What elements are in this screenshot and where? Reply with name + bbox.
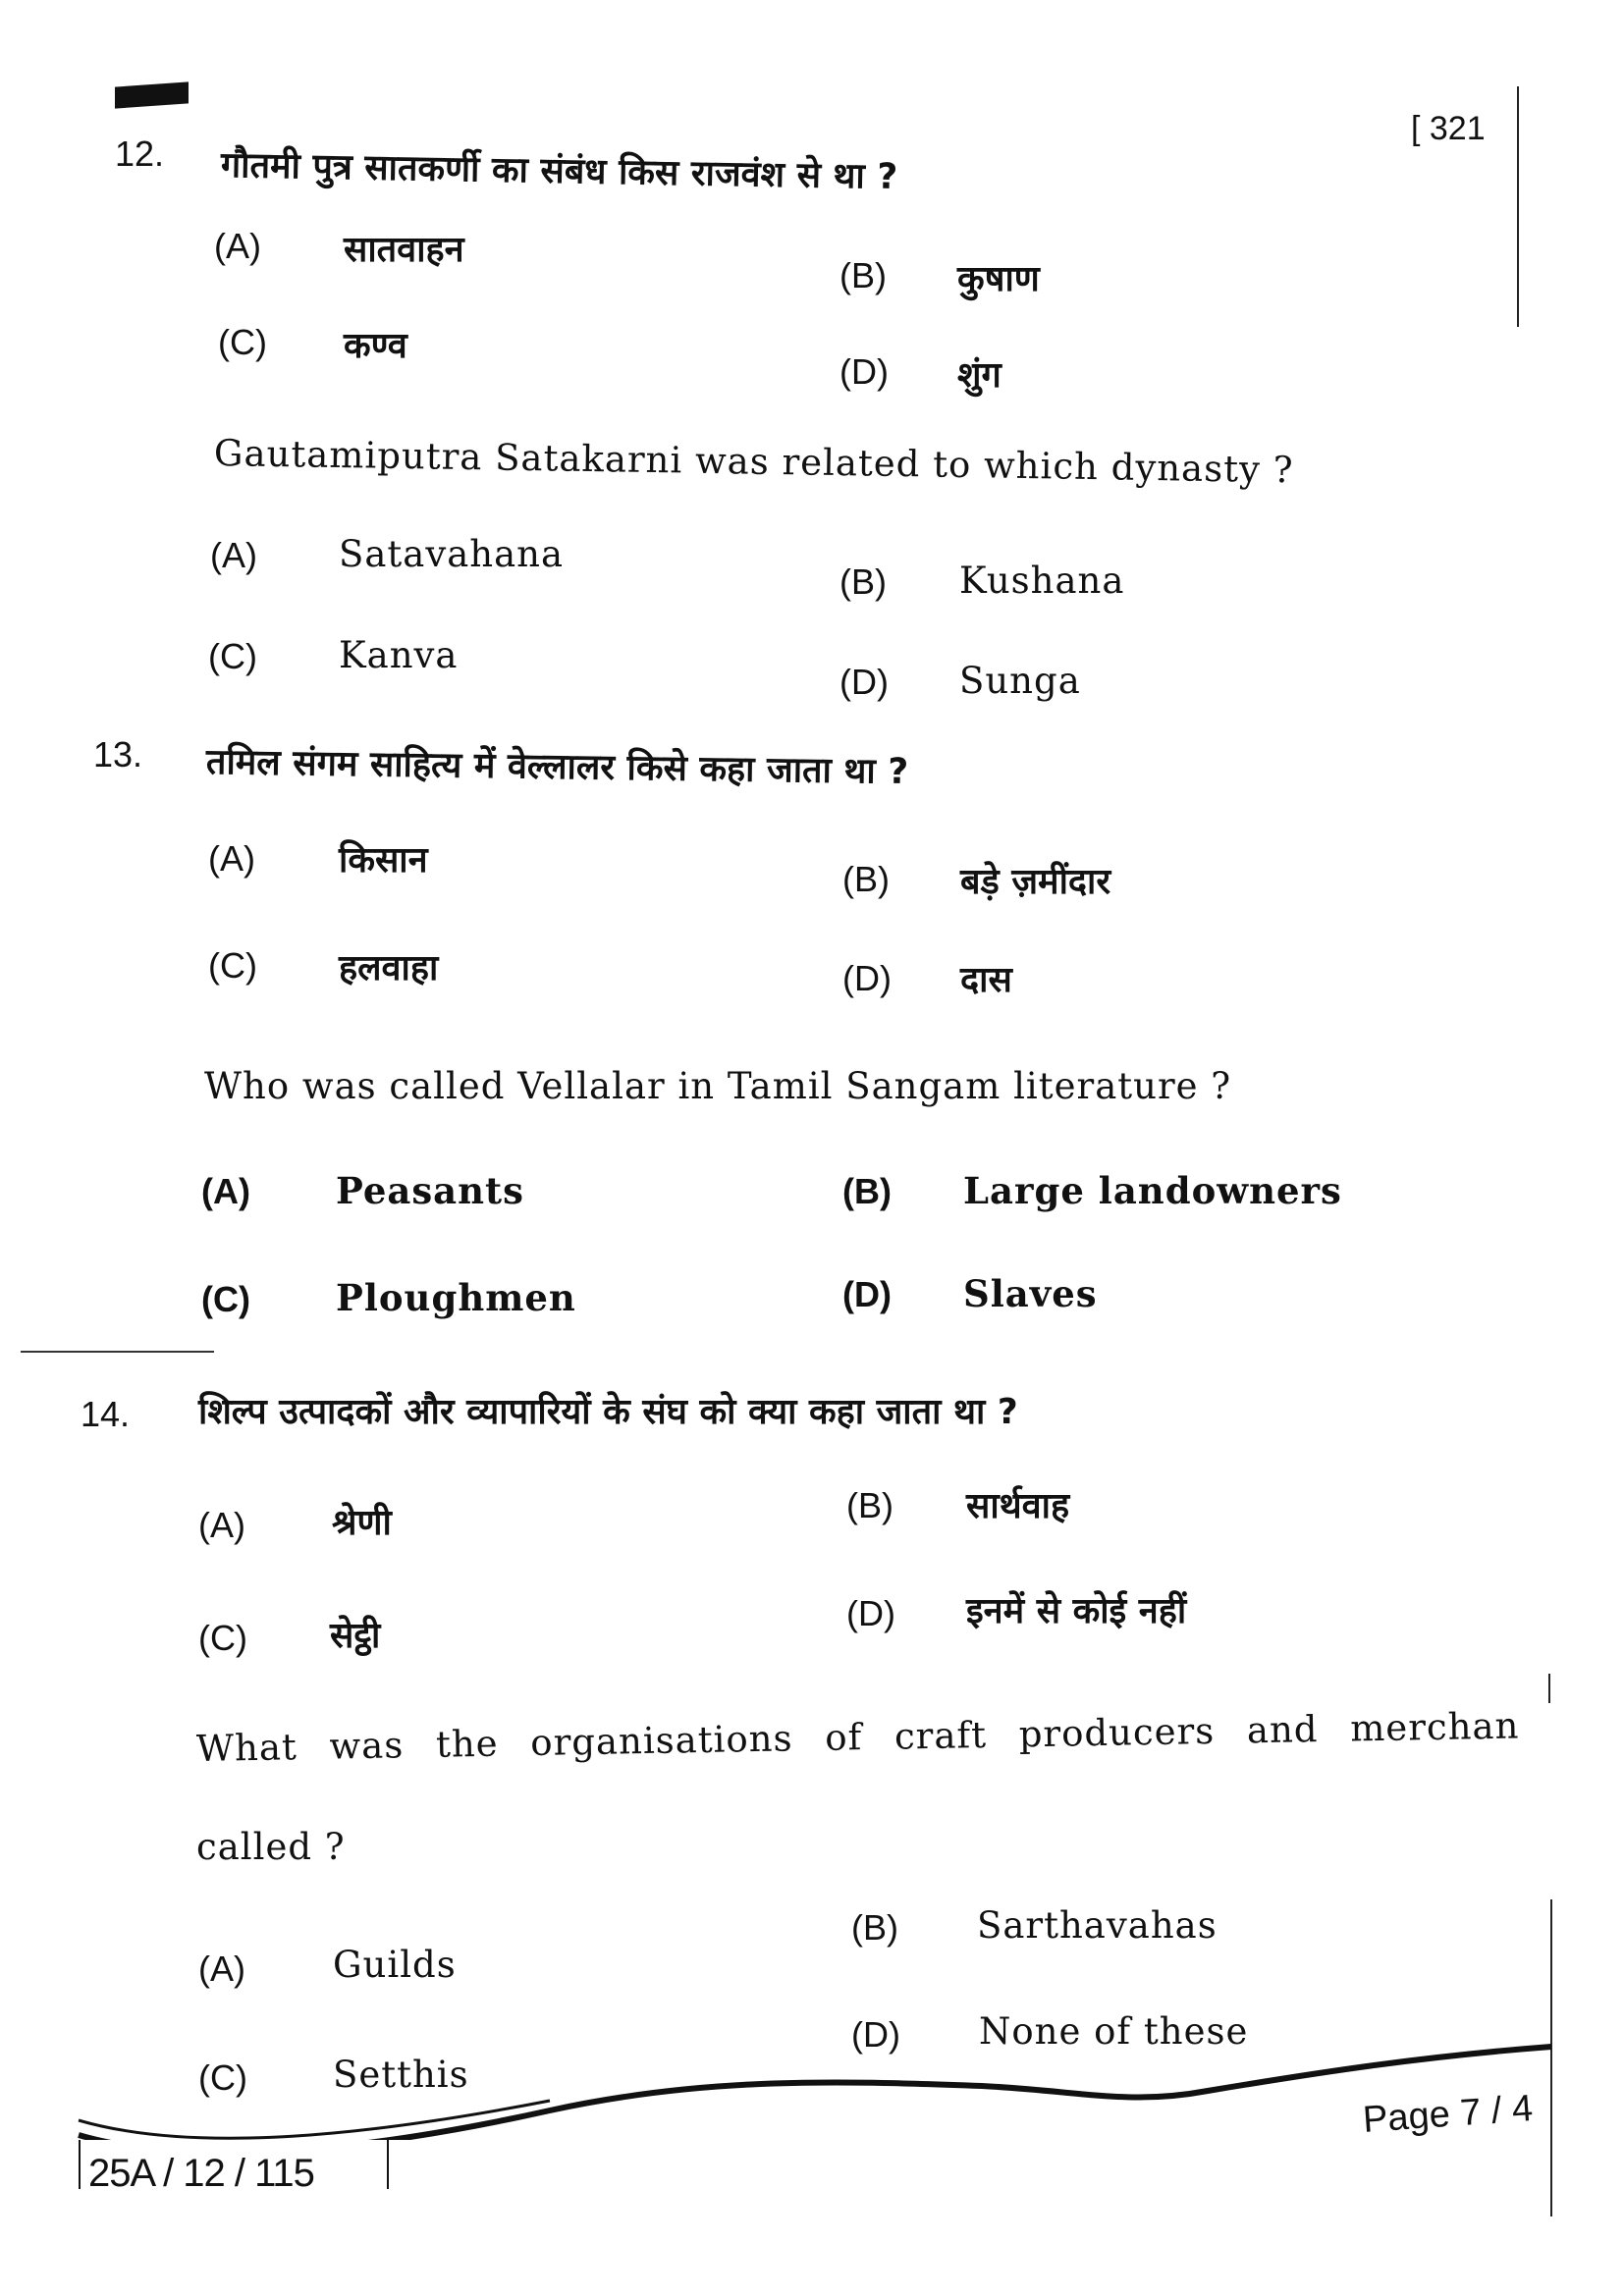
option-label: (D) [846,1593,895,1633]
option-text: Sunga [959,660,1081,702]
option-label: (B) [842,1171,892,1211]
option-text: Slaves [963,1272,1098,1315]
question-text-english: What was the organisations of craft producers and merchan [195,1704,1520,1770]
question-text-english: Gautamiputra Satakarni was related to which dynasty ? [213,432,1294,492]
question-number: 12. [115,133,165,174]
option-label: (A) [208,838,255,879]
option-label: (A) [214,226,261,266]
option-text: किसान [339,840,428,881]
paper-code-box [79,2140,389,2189]
option-text: Setthis [333,2054,469,2096]
paper-code: 25A / 12 / 115 [88,2152,314,2189]
option-text: Sarthavahas [977,1904,1218,1947]
option-text: Kanva [339,634,459,676]
page-number: Page 7 / 4 [1361,2088,1535,2141]
option-label: (B) [842,859,890,899]
option-text: हलवाहा [339,948,439,988]
question-text-hindi: तमिल संगम साहित्य में वेल्लालर किसे कहा जाता था ? [205,742,909,792]
question-number: 14. [81,1394,131,1434]
option-label: (D) [851,2014,900,2055]
option-label: (C) [201,1279,250,1319]
option-label: (D) [842,1274,892,1314]
option-text: सेट्ठी [330,1616,381,1656]
option-label: (C) [208,945,257,986]
margin-mark [1548,1674,1550,1703]
option-text: Peasants [336,1169,524,1212]
option-text: Large landowners [963,1169,1342,1212]
option-text: Ploughmen [336,1276,576,1319]
option-label: (A) [210,535,257,575]
option-text: सार्थवाह [966,1486,1070,1526]
separator-line [21,1351,214,1353]
option-text: श्रेणी [332,1503,392,1543]
right-margin-line [1517,86,1519,327]
option-text: बड़े ज़मींदार [960,862,1111,902]
option-label: (C) [218,322,267,362]
option-text: कुषाण [957,259,1040,299]
option-text: दास [960,960,1012,1000]
option-label: (B) [839,561,887,602]
option-text: सातवाहन [344,230,464,270]
option-text: Guilds [333,1944,457,1986]
question-text-english: Who was called Vellalar in Tamil Sangam literature ? [204,1065,1232,1107]
question-text-hindi: गौतमी पुत्र सातकर्णी का संबंध किस राजवंश से था ? [220,145,898,198]
option-label: (B) [846,1485,893,1525]
option-label: (D) [839,351,889,392]
option-text: Satavahana [339,533,565,575]
option-label: (A) [201,1171,250,1211]
page-marker: [ 321 [1411,110,1486,147]
option-text: कण्व [344,326,407,366]
question-text-hindi: शिल्प उत्पादकों और व्यापारियों के संघ को क्या कहा जाता था ? [198,1392,1018,1432]
option-label: (C) [198,2057,247,2098]
option-label: (C) [208,636,257,676]
option-label: (A) [198,1949,245,1989]
option-label: (A) [198,1505,245,1545]
option-label: (C) [198,1618,247,1658]
corner-mark [115,81,189,108]
question-text-english-cont: called ? [196,1826,346,1868]
option-label: (B) [839,255,887,295]
option-label: (D) [839,662,889,702]
option-text: शुंग [957,355,1001,396]
option-label: (D) [842,958,892,998]
question-number: 13. [93,734,143,774]
option-label: (B) [851,1907,898,1948]
option-text: इनमें से कोई नहीं [966,1591,1187,1631]
option-text: None of these [979,2010,1249,2053]
option-text: Kushana [959,560,1125,602]
